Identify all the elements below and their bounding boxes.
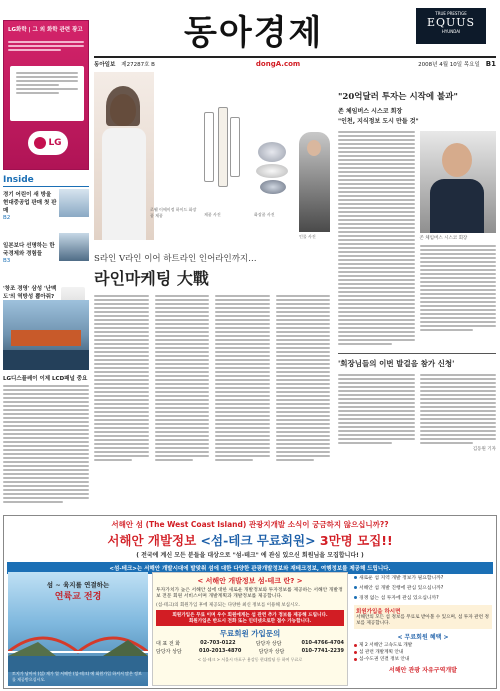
check-bullet-icon: [354, 576, 357, 579]
newspaper-title: 동아경제: [184, 13, 324, 53]
ad-banner-brand: <섬-테크 무료회원>: [200, 533, 316, 548]
member-body: 서해안의 모든 섬 정보를 무료로 받아볼 수 있으며, 섬 투자 관련 정보를 제공합니다.: [356, 615, 489, 627]
checklist-item: 새로운 섬 지역 개발 정보가 필요합니까?: [354, 574, 492, 581]
left-ad-text: LG화학 | 그 외 화학 관련 광고: [8, 27, 83, 33]
main-story-kicker: S라인 V라인 이어 하트라인 인어라인까지…: [94, 254, 257, 264]
brand-logo-top: TRUE PRESTIGE: [435, 11, 467, 16]
main-story-headline: 라인마케팅 大戰: [94, 269, 209, 288]
left-ad-card: [10, 66, 84, 121]
photo-strip: [94, 72, 330, 252]
checklist: [354, 574, 492, 601]
photo-product-tubes: [202, 102, 242, 202]
ad-photo-caption-main: 연륙교 전경: [54, 592, 102, 602]
executive-photo: [420, 131, 497, 233]
masthead-rule: [94, 56, 496, 58]
photo-caption-2: 제품 사진: [204, 212, 221, 217]
photo-caption-1: 로웰 이에이정 하이드 화장품 제품: [150, 207, 197, 218]
benefit-title: < 무료회원 혜택 >: [397, 634, 449, 642]
bottom-ad[interactable]: [3, 515, 497, 689]
contact-label: 담당자 상담: [156, 648, 182, 655]
inside-item-title: 일본보다 선명하는 한국경제와 경험들: [3, 243, 55, 257]
left-article-photo: [3, 300, 89, 370]
issue-date: 2008년 4월 10일 목요일: [418, 61, 480, 68]
benefit-item: 제 2 서해안 고속도로 개발: [354, 642, 492, 648]
ad-right-footer: 서해안 관광 자유구역개발: [389, 667, 457, 675]
right-second-headline: '회장님들의 이번 발걸음 참가 신청': [338, 359, 455, 368]
ad-photo-caption-top: 섬 ~ 육지를 연결하는: [46, 581, 110, 589]
left-article-headline: LG디스플레이 이제 LCD패널 중요: [3, 376, 88, 382]
ad-banner-line4: <섬-테크>는 서해안 개발시대에 발맞춰 섬에 대한 다양한 관광개발정보와 재테크정보, 여행정보를 제공해 드립니다.: [7, 562, 493, 574]
contact-label: 담당자 상담: [255, 640, 282, 647]
check-bullet-icon: [354, 586, 357, 589]
ad-contact-row-2: [156, 648, 344, 655]
masthead-info-bar: [94, 59, 496, 68]
ad-banner-line2: [4, 531, 496, 549]
benefit-bullet-icon: [354, 644, 357, 647]
ad-center-notice-2: 회원가입은 반드시 전화 또는 인터넷으로만 접수 가능합니다.: [188, 618, 312, 624]
benefit-bullet-icon: [354, 658, 357, 661]
contact-number[interactable]: 010-4766-4704: [301, 639, 344, 646]
ad-bridge-photo: [8, 572, 148, 686]
ad-banner-line3: ( 전국에 계신 모든 분들을 대상으로 "섬-테크" 에 관심 있으신 회원님을 모집합니다! ): [136, 552, 364, 559]
executive-photo-caption: 존 체임버스 시스코 회장: [419, 236, 468, 241]
ad-center-bottom: < 섬-테크 > 서울시 마포구 용강동 현대빌딩 등 하여 무료로: [197, 656, 303, 662]
benefit-list: [354, 642, 492, 662]
photo-caption-4: 인물 사진: [299, 234, 316, 239]
ad-right-box: [352, 572, 494, 686]
member-title: 회원가입을 하시면: [356, 609, 401, 615]
issue-info: 제27287호 B: [121, 61, 155, 68]
contact-number[interactable]: 02-703-0122: [200, 639, 236, 646]
contact-label: 대 표 전 화: [156, 640, 181, 647]
inside-item-page: B2: [3, 215, 11, 221]
check-bullet-icon: [354, 596, 357, 599]
right-headline: "20억달러 투자는 시작에 불과": [338, 92, 458, 102]
ad-photo-footnote: 토지가 남아서 (섬) 재가 열 서해안 (섬-테크) 에 회원가입 하셔서 많은 정보를 제공받으십시오.: [12, 671, 142, 682]
member-info: [354, 605, 492, 629]
contact-number[interactable]: 010-7741-2239: [301, 647, 344, 654]
ad-center-body2: (섬-테크)의 회원가입 후에 제공되는 다양한 최신 정보를 이용해 보십시오.: [156, 602, 301, 608]
checklist-item: 서해안 섬 개발 진행에 관심 있으십니까?: [354, 584, 492, 591]
right-story: [338, 72, 496, 512]
brand-logo-sub: HYUNDAI: [441, 29, 461, 34]
benefit-bullet-icon: [354, 651, 357, 654]
inside-item-photo: [59, 233, 89, 261]
masthead-left-label: 동아일보: [94, 61, 116, 68]
photo-product-stones: [254, 142, 294, 202]
ad-center-notice-1: 회원가입은 무료 이며 우수 회원에게는 섬 관련 추가 정보를 제공해 드립니다.: [172, 612, 328, 618]
brand-logo-name: EQUUS: [426, 16, 476, 29]
ad-contact-title: 무료회원 가입문의: [219, 628, 281, 638]
ad-center-box: [152, 572, 348, 686]
ad-center-body1: 투자가치가 높은 서해안 섬에 대한 새로운 개발정보와 투자정보를 제공하는 서해안 개발정보 전문 회원 서비스이며 개발계획과 개발정보를 제공합니다.: [156, 588, 343, 600]
ad-banner-line1: 서해안 섬 (The West Coast Island) 관광지개발 소식이 궁금하지 않으십니까??: [111, 520, 389, 529]
bridge-illustration: [8, 612, 148, 672]
contact-number[interactable]: 010-2013-4870: [198, 647, 242, 654]
inside-item-2[interactable]: [3, 241, 89, 264]
inside-item-title: '창조 경영' 삼성 '난맥도'의 역방성 뽑아줘?: [3, 286, 57, 300]
contact-label: 담당자 상담: [258, 648, 285, 655]
lg-logo: LG: [28, 131, 68, 155]
photo-model: [94, 72, 154, 240]
inside-item-title: 경기 어린이 새 방울 현대중공업 판매 첫 판매: [3, 192, 57, 214]
left-ad[interactable]: [3, 20, 89, 170]
right-subhead-2: "인천, 지식정보 도시 만들 것": [338, 118, 419, 125]
ad-banner-line2-pre: 서해안 개발정보: [107, 533, 201, 548]
benefit-item: 섬-수도권 연결 정보 안내: [354, 656, 492, 662]
checklist-item: 경쟁 없는 섬 투자에 관심 있으십니까?: [354, 594, 492, 601]
left-article: [3, 374, 89, 509]
page-number: B1: [485, 59, 496, 68]
inside-item-photo: [59, 189, 89, 217]
ad-contact-row-1: [156, 640, 344, 647]
inside-heading: Inside: [3, 175, 89, 187]
site-link[interactable]: dongA.com: [255, 59, 301, 68]
ad-center-title: < 서해안 개발정보 섬-테크 란? >: [197, 577, 303, 585]
masthead: [94, 0, 496, 70]
ad-banner-line2-post: 3만명 모집!!: [315, 533, 393, 548]
right-subhead-1: 존 체임버스 시스코 회장: [338, 108, 403, 115]
right-byline: 김동원 기자: [472, 447, 496, 452]
photo-caption-3: 화장품 사진: [254, 212, 275, 217]
lg-logo-circle-icon: [34, 137, 46, 149]
photo-woman: [299, 132, 330, 232]
inside-item-page: B3: [3, 258, 11, 264]
ad-center-notice: [156, 610, 344, 626]
benefit-item: 섬 관련 개발계획 안내: [354, 649, 492, 655]
brand-logo: [416, 8, 486, 44]
main-story: [94, 252, 330, 512]
inside-item-1[interactable]: [3, 190, 89, 221]
